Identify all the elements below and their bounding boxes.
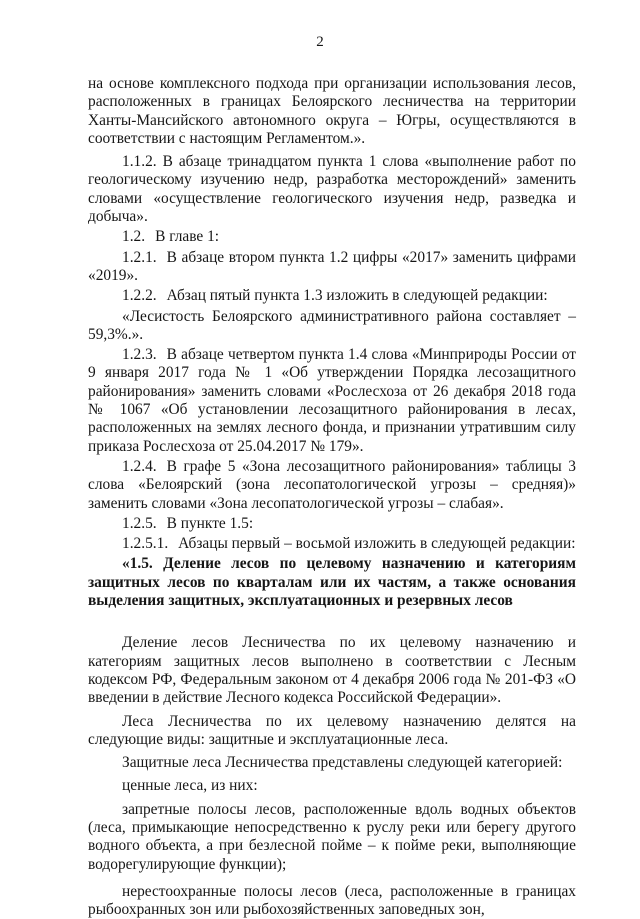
clause-text: Абзац пятый пункта 1.3 изложить в следующей редакции:: [166, 287, 548, 305]
paragraph: нерестоохранные полосы лесов (леса, расположенные в границах рыбоохранных зон или рыбохозяйственных заповедных зон,: [88, 882, 576, 919]
clause-number: 1.2.1.: [122, 248, 157, 266]
paragraph: ценные леса, из них:: [122, 777, 258, 795]
paragraph: Леса Лесничества по их целевому назначению делятся на следующие виды: защитные и эксплуатационные леса.: [88, 712, 576, 748]
section-heading: «1.5. Деление лесов по целевому назначению и категориям защитных лесов по кварталам или их частям, а также основания выделения защитных, эксплуатационных и резервных лесов: [88, 555, 576, 610]
paragraph: 1.1.2. В абзаце тринадцатом пункта 1 слова «выполнение работ по геологическому изучению недр, разработка месторождений» заменить словами «осуществление геологического изучения недр, разведка и добыча».: [88, 153, 576, 226]
page-number: 2: [316, 34, 324, 50]
paragraph: Защитные леса Лесничества представлены следующей категорией:: [122, 754, 563, 772]
clause-text: В абзаце четвертом пункта 1.4 слова «Минприроды России от 9 января 2017 года № 1 «Об утверждении Порядка лесозащитного районирования» заменить словами «Рослесхоза от 26 декабря 2018 года № 1067 «Об установлении лесозащитного районирования в лесах, расположенных на землях лесного фонда, и признании утратившим силу приказа Рослесхоза от 25.04.2017 № 179».: [88, 346, 576, 455]
clause-number: 1.2.5.1.: [122, 535, 169, 553]
clause-number: 1.2.3.: [122, 346, 157, 364]
paragraph: [88, 249, 576, 286]
paragraph: [88, 535, 576, 553]
paragraph: запретные полосы лесов, расположенные вдоль водных объектов (леса, примыкающие непосредственно к руслу реки или берегу другого водного объекта, а при безлесной пойме – к пойме реки, выполняющие водорегулирующие функции);: [88, 800, 576, 873]
paragraph: [88, 346, 576, 456]
clause-text: В главе 1:: [155, 228, 220, 246]
paragraph: Деление лесов Лесничества по их целевому назначению и категориям защитных лесов выполнено в соответствии с Лесным кодексом РФ, Федеральным законом от 4 декабря 2006 года № 201-ФЗ «О введении в действие Лесного кодекса Российской Федерации».: [88, 634, 576, 707]
clause-number: 1.2.4.: [122, 457, 157, 475]
clause-number: 1.2.2.: [122, 287, 157, 305]
paragraph: [88, 515, 576, 533]
document-body: [88, 75, 576, 919]
paragraph: «Лесистость Белоярского административного района составляет – 59,3%.».: [88, 307, 576, 343]
clause-number: 1.2.: [122, 228, 146, 246]
paragraph: на основе комплексного подхода при организации использования лесов, расположенных в границах Белоярского лесничества на территории Ханты-Мансийского автономного округа – Югры, осуществляются в соответствии с настоящим Регламентом.».: [88, 75, 576, 147]
paragraph: [88, 287, 576, 305]
clause-text: В графе 5 «Зона лесозащитного районирования» таблицы 3 слова «Белоярский (зона лесопатологической угрозы – средняя)» заменить словами «Зона лесопатологической угрозы – слабая».: [88, 457, 576, 512]
paragraph: [88, 228, 576, 246]
clause-number: 1.2.5.: [122, 514, 157, 532]
clause-text: Абзацы первый – восьмой изложить в следующей редакции:: [178, 535, 576, 553]
clause-text: В пункте 1.5:: [166, 514, 254, 532]
clause-text: В абзаце втором пункта 1.2 цифры «2017» заменить цифрами «2019».: [88, 248, 576, 284]
paragraph: [88, 458, 576, 513]
